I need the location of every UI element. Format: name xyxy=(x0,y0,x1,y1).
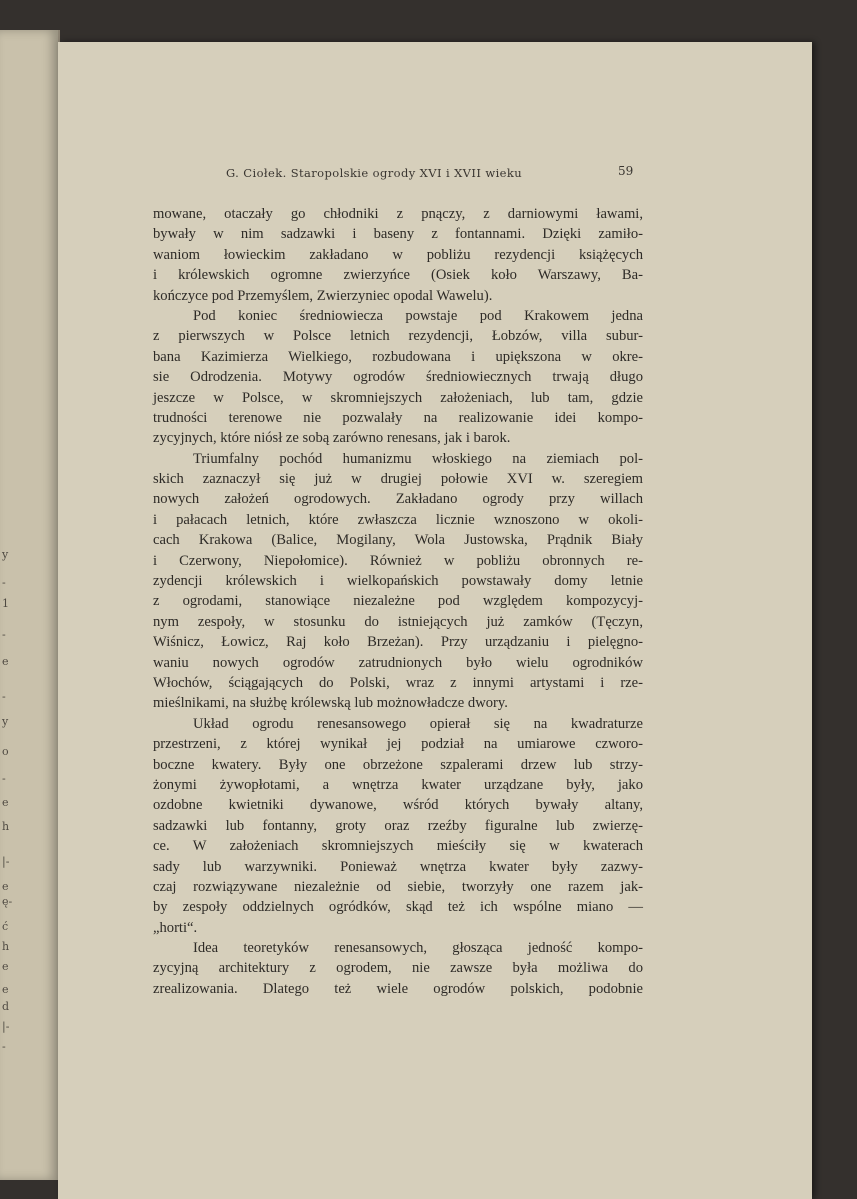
edge-fragment: - xyxy=(2,576,6,589)
text-line: bywały w nim sadzawki i baseny z fontannami. Dzięki zamiło- xyxy=(153,226,643,243)
edge-fragment: e xyxy=(2,796,9,809)
edge-fragment: d xyxy=(2,1000,10,1013)
text-line: żonymi żywopłotami, a wnętrza kwater urządzane były, jako xyxy=(153,776,643,793)
edge-fragment: - xyxy=(2,628,6,641)
paragraph xyxy=(153,938,643,999)
paragraph xyxy=(153,306,643,449)
text-line: skich zaznaczył się już w drugiej połowie XVI w. szeregiem xyxy=(153,471,643,488)
text-line: czaj rozwiązywane niezależnie od siebie, tworzyły one razem jak- xyxy=(153,878,643,895)
text-line: i pałacach letnich, które zwłaszcza licznie wznoszono w okoli- xyxy=(153,511,643,528)
edge-fragment: y xyxy=(2,715,9,728)
edge-fragment: ć xyxy=(2,920,9,933)
text-line: by zespoły oddzielnych ogródków, skąd też ich wspólne miano — xyxy=(153,899,643,916)
edge-fragment: |- xyxy=(2,855,10,868)
text-line: ce. W założeniach skromniejszych mieściły się w kwaterach xyxy=(153,838,643,855)
text-line: waniom łowieckim zakładano w pobliżu rezydencji książęcych xyxy=(153,246,643,263)
edge-fragment: h xyxy=(2,820,10,833)
running-head: G. Ciołek. Staropolskie ogrody XVI i XVII wieku xyxy=(226,166,523,180)
text-line: Układ ogrodu renesansowego opierał się na kwadraturze xyxy=(193,715,643,732)
text-line: cach Krakowa (Balice, Mogilany, Wola Justowska, Prądnik Biały xyxy=(153,532,643,549)
edge-fragment: - xyxy=(2,1040,6,1053)
body-text xyxy=(153,204,643,999)
text-line: Pod koniec średniowiecza powstaje pod Krakowem jedna xyxy=(193,307,643,324)
paragraph xyxy=(153,714,643,938)
text-line: ozdobne kwietniki dywanowe, wśród których bywały altany, xyxy=(153,797,643,814)
text-line: z ogrodami, stanowiące niezależne pod względem kompozycyj- xyxy=(153,593,643,610)
text-line: zycyjną architektury z ogrodem, nie zawsze była możliwa do xyxy=(153,960,643,977)
edge-fragment: ę- xyxy=(2,895,13,908)
text-line: kończyce pod Przemyślem, Zwierzyniec opodal Wawelu). xyxy=(153,287,493,304)
text-line: nym zespoły, w stosunku do istniejących już zamków (Tęczyn, xyxy=(153,613,643,630)
book-page xyxy=(58,42,812,1199)
text-line: trudności terenowe nie pozwalały na realizowanie idei kompo- xyxy=(153,409,643,426)
page-number: 59 xyxy=(618,164,634,178)
text-line: z pierwszych w Polsce letnich rezydencji, Łobzów, villa subur- xyxy=(153,328,643,345)
text-line: Wiśnicz, Łowicz, Raj koło Brzeżan). Przy urządzaniu i pielęgno- xyxy=(153,634,643,651)
text-line: Idea teoretyków renesansowych, głosząca jedność kompo- xyxy=(193,940,643,957)
edge-fragment: 1 xyxy=(2,597,9,610)
edge-fragment: e xyxy=(2,960,9,973)
text-line: mieślnikami, na służbę królewską lub możnowładcze dwory. xyxy=(153,695,508,712)
text-line: i Czerwony, Niepołomice). Również w pobliżu obronnych re- xyxy=(153,552,643,569)
text-line: sadzawki lub fontanny, groty oraz rzeźby figuralne lub zwierzę- xyxy=(153,817,643,834)
edge-fragment: e xyxy=(2,655,9,668)
edge-fragment: |- xyxy=(2,1020,10,1033)
text-line: Włochów, ściągających do Polski, wraz z innymi artystami i rze- xyxy=(153,674,643,691)
text-line: bana Kazimierza Wielkiego, rozbudowana i upiększona w okre- xyxy=(153,348,643,365)
text-line: waniu nowych ogrodów zatrudnionych było wielu ogrodników xyxy=(153,654,643,671)
text-line: zrealizowania. Dlatego też wiele ogrodów polskich, podobnie xyxy=(153,980,643,997)
edge-fragment: o xyxy=(2,745,9,758)
text-line: przestrzeni, z której wynikał jej podział na umiarowe czworo- xyxy=(153,736,643,753)
edge-fragment: e xyxy=(2,880,9,893)
paragraph xyxy=(153,204,643,306)
text-line: „horti“. xyxy=(153,919,198,936)
text-line: zydencji królewskich i wielkopańskich powstawały domy letnie xyxy=(153,573,643,590)
text-line: mowane, otaczały go chłodniki z pnączy, z darniowymi ławami, xyxy=(153,206,643,222)
text-line: i królewskich ogromne zwierzyńce (Osiek koło Warszawy, Ba- xyxy=(153,267,643,284)
text-line: sie Odrodzenia. Motywy ogrodów średniowiecznych trwają długo xyxy=(153,369,643,386)
text-line: sady lub warzywniki. Ponieważ wnętrza kwater były zazwy- xyxy=(153,858,643,875)
edge-fragment: y xyxy=(2,548,9,561)
edge-fragment: - xyxy=(2,772,6,785)
paragraph xyxy=(153,449,643,714)
text-line: Triumfalny pochód humanizmu włoskiego na ziemiach pol- xyxy=(193,450,643,467)
text-line: boczne kwatery. Były one obrzeżone szpalerami drzew lub strzy- xyxy=(153,756,643,773)
text-line: zycyjnych, które niósł ze sobą zarówno renesans, jak i barok. xyxy=(153,430,511,447)
edge-fragment: - xyxy=(2,690,6,703)
edge-fragment: h xyxy=(2,940,10,953)
text-line: nowych założeń ogrodowych. Zakładano ogrody przy willach xyxy=(153,491,643,508)
previous-page-edge xyxy=(0,30,60,1180)
text-line: jeszcze w Polsce, w skromniejszych założeniach, lub tam, gdzie xyxy=(153,389,643,406)
edge-fragment: e xyxy=(2,983,9,996)
